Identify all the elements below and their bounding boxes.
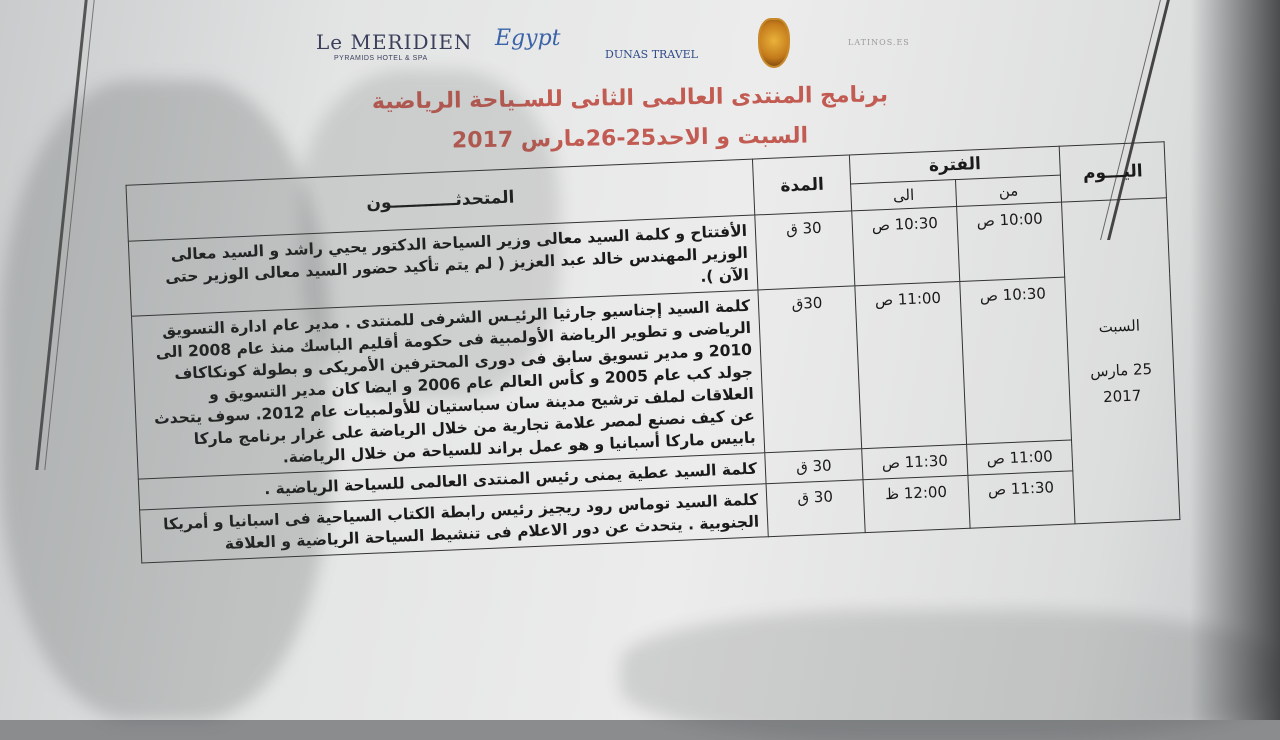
duration-cell: 30 ق	[766, 480, 865, 537]
header-duration: المدة	[752, 155, 851, 215]
header-day: اليـــوم	[1059, 142, 1166, 202]
time-from: 11:00 ص	[967, 440, 1073, 475]
header-from: من	[955, 175, 1061, 206]
time-from: 11:30 ص	[968, 471, 1075, 528]
time-to: 12:00 ظ	[863, 475, 970, 532]
header-period: الفترة	[849, 146, 1060, 184]
time-to: 11:30 ص	[862, 444, 968, 479]
hand-shadow	[0, 80, 330, 720]
time-to: 10:30 ص	[852, 207, 960, 286]
header-to: الى	[851, 180, 957, 211]
federation-crest-icon	[758, 18, 790, 68]
egypt-logo: Egypt	[495, 26, 561, 51]
le-meridien-logo: Le MERIDIEN	[316, 30, 473, 54]
duration-cell: 30 ق	[765, 449, 863, 484]
latinos-logo: LATINOS.ES	[848, 38, 910, 47]
header-speakers: المتحدثـــــــــــون	[126, 159, 755, 241]
hand-shadow	[300, 70, 560, 400]
hand-shadow	[620, 610, 1280, 740]
duration-cell: 30 ق	[755, 211, 855, 290]
day-name: السبت	[1098, 315, 1141, 336]
speaker-text: كلمة السيد إجناسيو جارثيا الرئيـس الشرفى للمنتدى . مدير عام ادارة التسويق الرياضى و تطوير الرياضة الأولمبية فى حكومة أقليم الباسك منذ عام 2008 الى 2010 و مدير تسويق سابق فى دورى المحترفين الأمريكى و بطولة كونكاكاف جولد كب عام 2005 و كأس العالم عام 2006 و ايضا كان مدير التسويق و العلاقات لملف ترشيح مدينة سان سباستيان للأولمبيات عام 2012. سوف يتحدث عن كيف نصنع لمصر علامة تجارية من خلال الرياضة على غرار برنامج ماركا بابيس ماركا أسبانيا و هو عمل براند للسياحة من خلال الرياضة.	[131, 290, 764, 479]
le-meridien-subtitle: PYRAMIDS HOTEL & SPA	[334, 55, 428, 62]
day-date: 25 مارس	[1089, 359, 1153, 381]
day-cell	[1062, 198, 1180, 524]
program-title: برنامج المنتدى العالمى الثانى للسـياحة الرياضية	[371, 82, 889, 115]
sponsor-logos	[0, 18, 1280, 78]
day-year: 2017	[1102, 385, 1142, 406]
duration-cell: 30ق	[758, 286, 862, 453]
time-from: 10:30 ص	[960, 277, 1072, 444]
program-dates: السبت و الاحد25-26مارس 2017	[451, 123, 809, 154]
time-from: 10:00 ص	[957, 202, 1065, 281]
time-to: 11:00 ص	[855, 281, 967, 448]
page-edge-shadow	[1190, 0, 1280, 720]
speaker-text: كلمة السيد توماس رود ريجيز رئيس رابطة الكتاب السياحية فى اسبانيا و أمريكا الجنوبية . يتحدث عن دور الاعلام فى تنشيط السياحة الرياضية و العلاقة	[140, 484, 769, 563]
speaker-text: الأفتتاح و كلمة السيد معالى وزير السياحة الدكتور يحيي راشد و السيد معالى الوزير المهندس خالد عبد العزيز ( لم يتم تأكيد حضور السيد معالى الوزير حتى الآن ).	[128, 215, 758, 316]
speaker-text: كلمة السيد عطية يمنى رئيس المنتدى العالمى للسياحة الرياضية .	[138, 453, 766, 510]
dunas-travel-logo: DUNAS TRAVEL	[605, 48, 698, 61]
